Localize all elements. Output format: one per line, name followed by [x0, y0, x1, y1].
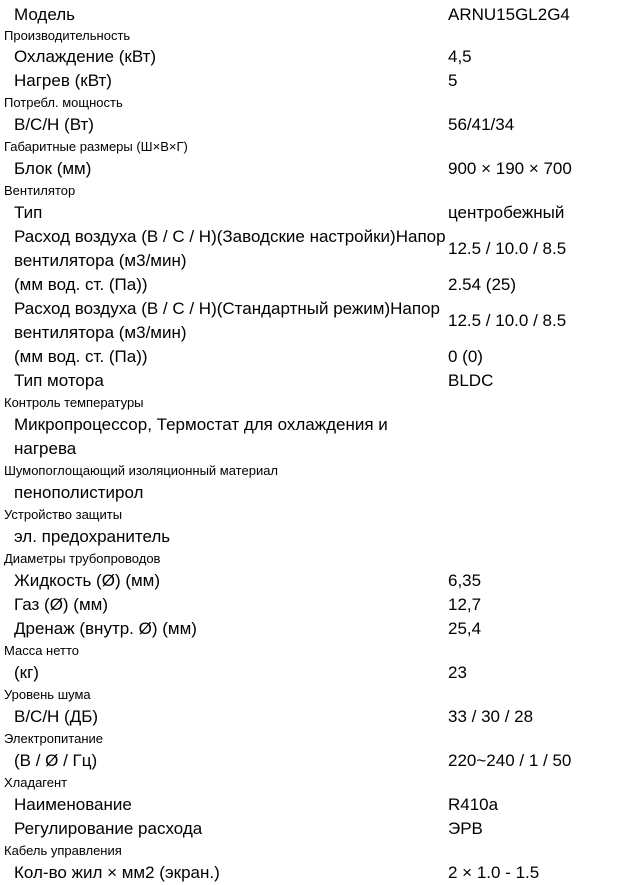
spec-label: Газ (Ø) (мм) — [14, 595, 108, 614]
spec-row — [0, 861, 619, 885]
spec-row — [0, 369, 619, 393]
spec-label: эл. предохранитель — [14, 527, 171, 546]
spec-label: Охлаждение (кВт) — [14, 47, 157, 66]
spec-row — [0, 225, 619, 273]
spec-row — [0, 297, 619, 345]
spec-value: 0 (0) — [448, 347, 483, 366]
spec-row — [0, 157, 619, 181]
model-row — [0, 4, 619, 26]
section-heading: Электропитание — [4, 730, 103, 746]
spec-label: Наименование — [14, 795, 132, 814]
spec-value: 900 × 190 × 700 — [448, 159, 572, 178]
spec-row — [0, 113, 619, 137]
spec-label: Тип мотора — [14, 371, 104, 390]
spec-value: BLDC — [448, 371, 494, 390]
spec-value: 4,5 — [448, 47, 472, 66]
model-label: Модель — [14, 5, 76, 24]
spec-row — [0, 569, 619, 593]
section-heading: Габаритные размеры (Ш×В×Г) — [4, 138, 188, 154]
spec-label: Регулирование расхода — [14, 819, 203, 838]
spec-value: 2.54 (25) — [448, 275, 517, 294]
spec-value: центробежный — [448, 203, 565, 222]
spec-label: пенополистирол — [14, 483, 144, 502]
spec-label: Жидкость (Ø) (мм) — [14, 571, 161, 590]
spec-label: (В / Ø / Гц) — [14, 751, 98, 770]
spec-value: 220~240 / 1 / 50 — [448, 751, 572, 770]
spec-row — [0, 661, 619, 685]
model-value: ARNU15GL2G4 — [448, 5, 570, 24]
spec-label: Тип — [14, 203, 43, 222]
section-heading: Хладагент — [4, 774, 68, 790]
spec-value: 12.5 / 10.0 / 8.5 — [448, 311, 567, 330]
spec-value: 5 — [448, 71, 458, 90]
spec-label: (кг) — [14, 663, 39, 682]
spec-value: R410a — [448, 795, 499, 814]
spec-row — [0, 749, 619, 773]
spec-value: 56/41/34 — [448, 115, 515, 134]
spec-value: 12.5 / 10.0 / 8.5 — [448, 239, 567, 258]
spec-value: 23 — [448, 663, 467, 682]
spec-label: Расход воздуха (В / С / Н)(Стандартный режим)Напор вентилятора (м3/мин) — [14, 299, 440, 342]
spec-row — [0, 413, 619, 461]
spec-label: В/С/Н (ДБ) — [14, 707, 99, 726]
spec-label: Блок (мм) — [14, 159, 92, 178]
spec-label: Дренаж (внутр. Ø) (мм) — [14, 619, 197, 638]
spec-row — [0, 793, 619, 817]
section-heading: Вентилятор — [4, 182, 76, 198]
spec-value: 12,7 — [448, 595, 482, 614]
spec-value: 33 / 30 / 28 — [448, 707, 534, 726]
section-heading: Производительность — [4, 27, 131, 43]
spec-row — [0, 69, 619, 93]
spec-row — [0, 525, 619, 549]
spec-row — [0, 617, 619, 641]
section-heading: Уровень шума — [4, 686, 91, 702]
spec-row — [0, 705, 619, 729]
spec-label: Нагрев (кВт) — [14, 71, 112, 90]
section-heading: Кабель управления — [4, 842, 122, 858]
section-heading: Устройство защиты — [4, 506, 123, 522]
spec-row — [0, 817, 619, 841]
spec-row — [0, 45, 619, 69]
spec-label: Кол-во жил × мм2 (экран.) — [14, 863, 220, 882]
spec-value: 2 × 1.0 - 1.5 — [448, 863, 540, 882]
spec-row — [0, 593, 619, 617]
section-heading: Контроль температуры — [4, 394, 144, 410]
section-heading: Масса нетто — [4, 642, 80, 658]
spec-value: 25,4 — [448, 619, 482, 638]
section-heading: Потребл. мощность — [4, 94, 123, 110]
spec-label: Расход воздуха (В / С / Н)(Заводские настройки)Напор вентилятора (м3/мин) — [14, 227, 446, 270]
spec-label: (мм вод. ст. (Па)) — [14, 347, 148, 366]
spec-row — [0, 481, 619, 505]
spec-label: В/С/Н (Вт) — [14, 115, 94, 134]
section-heading: Диаметры трубопроводов — [4, 550, 161, 566]
spec-row — [0, 345, 619, 369]
spec-value: ЭРВ — [448, 819, 483, 838]
spec-value: 6,35 — [448, 571, 482, 590]
spec-label: Микропроцессор, Термостат для охлаждения и нагрева — [14, 415, 388, 458]
spec-label: (мм вод. ст. (Па)) — [14, 275, 148, 294]
section-heading: Шумопоглощающий изоляционный материал — [4, 462, 279, 478]
spec-row — [0, 201, 619, 225]
spec-row — [0, 273, 619, 297]
